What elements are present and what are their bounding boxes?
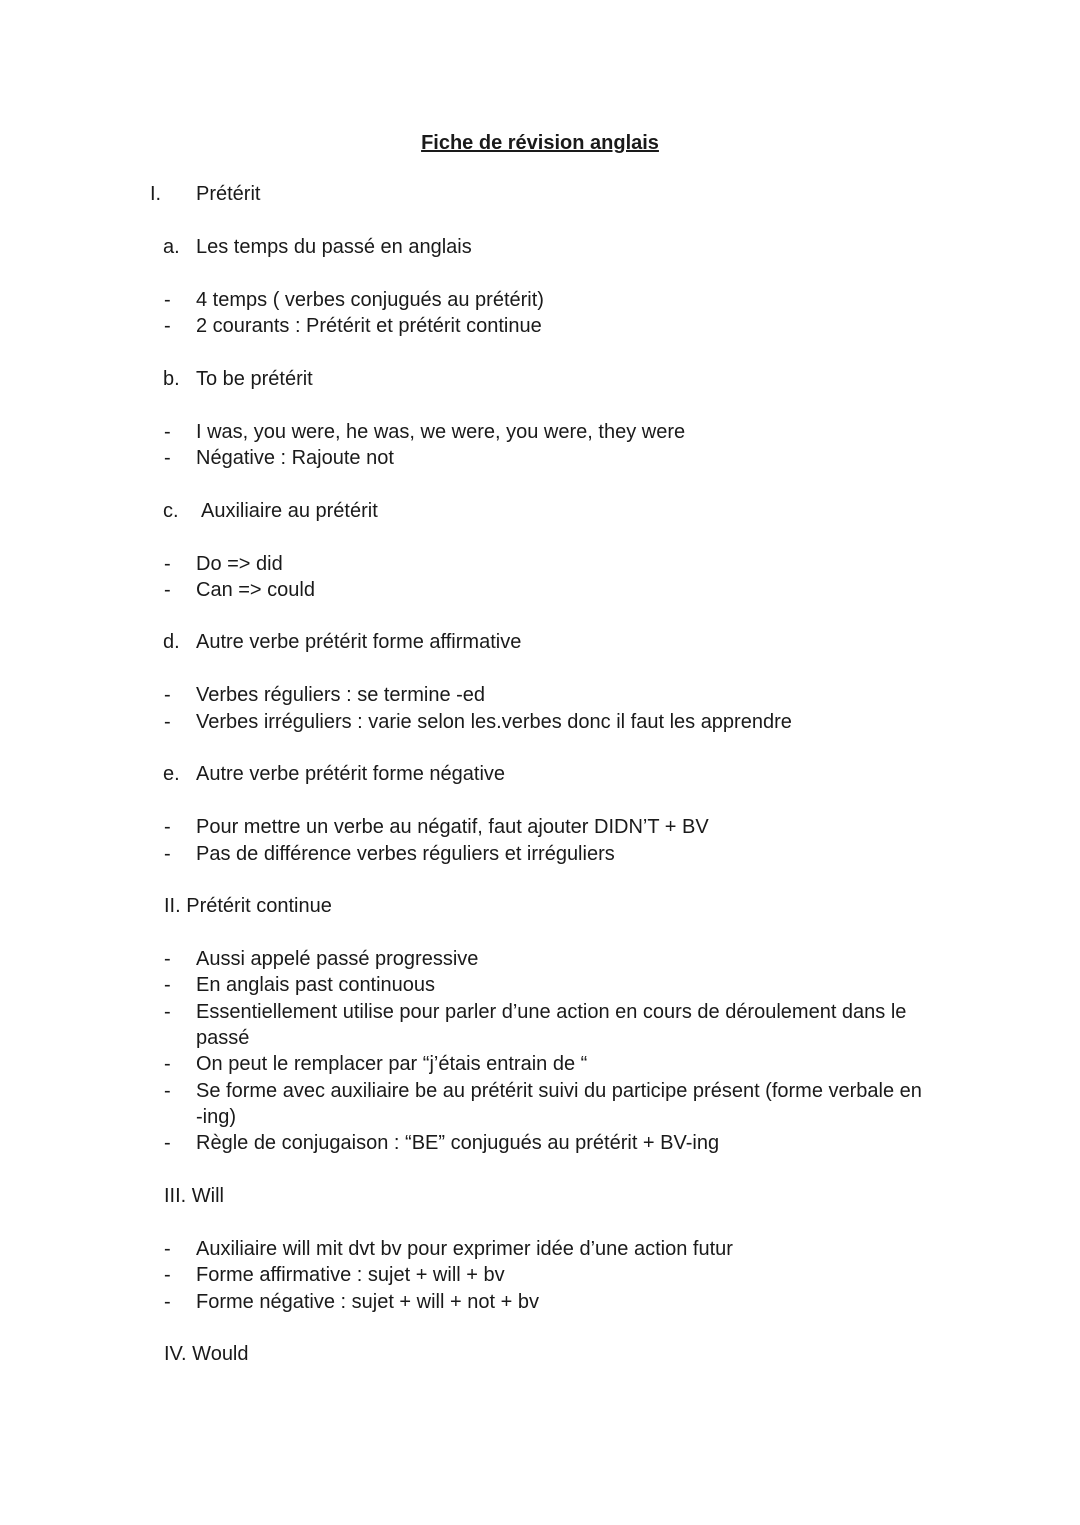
document-page: Fiche de révision anglais I. Prétérit a. Les temps du passé en anglais - 4 temps ( verbes conjugués au prétérit) - 2 courants : Prétérit et prétérit continue b. To be prétérit - I was, you were, he was, we were, you were, they were - Négative : Rajoute not c. Auxiliaire au prétérit - Do => did - Can => could d. Autre verbe prétérit forme affirmative - Verbes réguliers : se termine -ed - Verbes irréguliers : varie selon les.verbes donc il faut les apprendre e. Autre verbe prétérit forme négative - Pour mettre un verbe au négatif, faut ajouter DIDN’T + BV - Pas de différence verbes réguliers et irréguliers II. Prétérit continue - Aussi appelé passé progressive - En anglais past continuous - Essentiellement utilise pour parler d’une action en cours de déroulement dans le passé - On peut le remplacer par “j’étais entrain de “ - Se forme avec auxiliaire be au prétérit suivi du participe présent (forme verbale en -ing) - Règle de conjugaison : “BE” conjugués au prétérit + BV-ing III. Will - Auxiliaire will mit dvt bv pour exprimer idée d’une action futur - Forme affirmative : sujet + will + bv - Forme négative : sujet + will + not + bv IV. Would	[0, 0, 1080, 1525]
page-title: Fiche de révision anglais	[421, 132, 659, 154]
